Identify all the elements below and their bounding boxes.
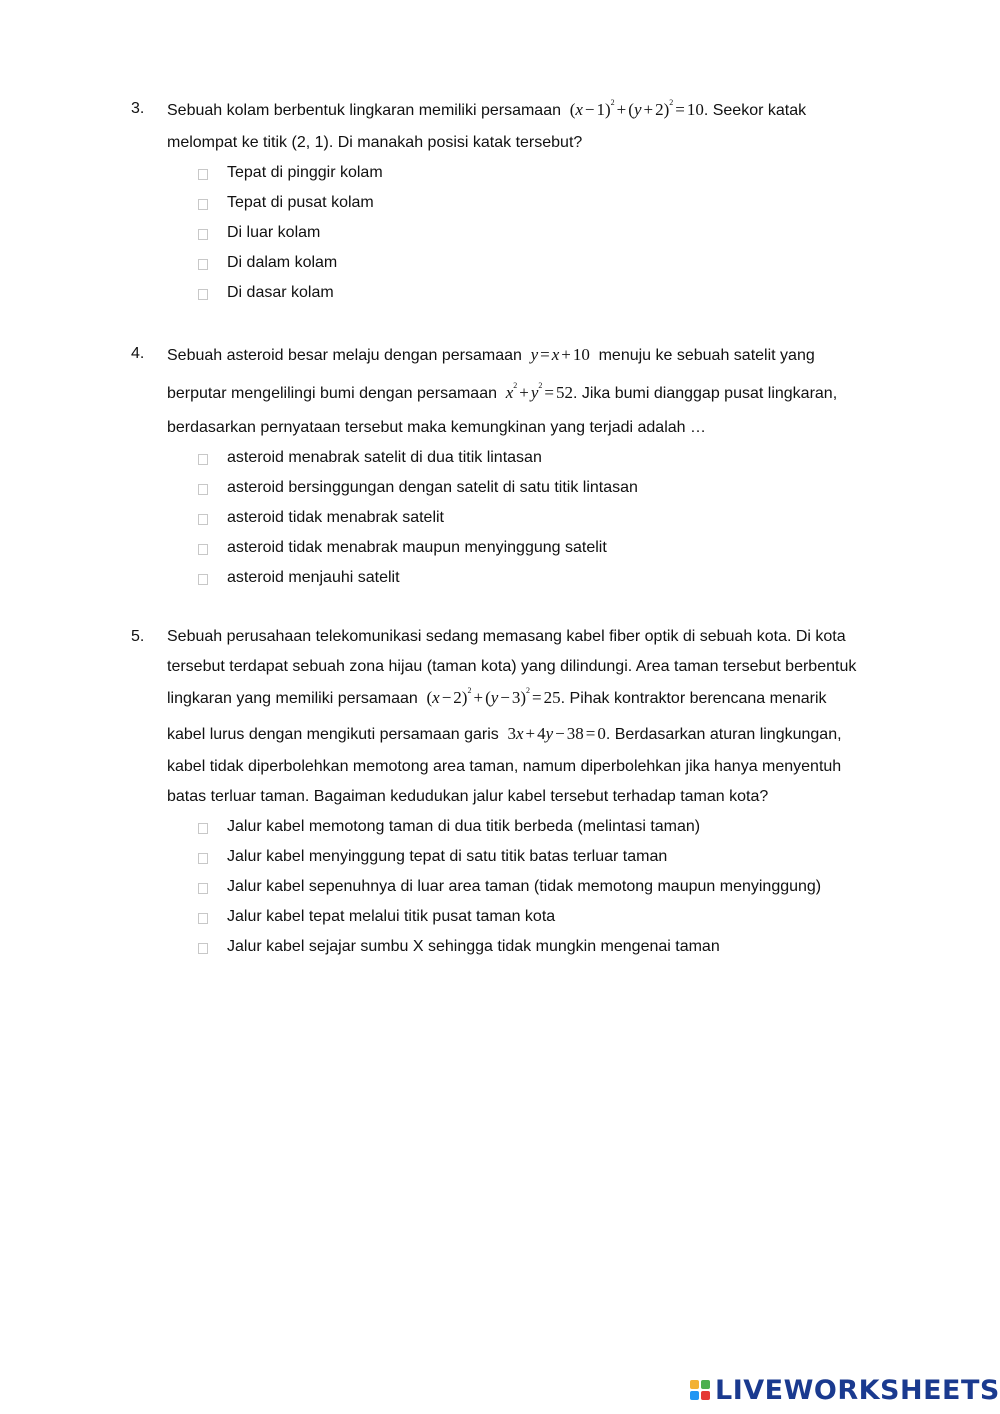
checkbox[interactable] [198,853,208,864]
answer-option[interactable]: Di luar kolam [167,218,907,248]
circle-equation: $x^2 + y^2 = 52$ [505,381,573,402]
line-equation: y = x + 10 [530,345,590,364]
question-text-line: Sebuah perusahaan telekomunikasi sedang memasang kabel fiber optik di sebuah kota. Di kota [167,628,846,645]
answer-option[interactable]: asteroid tidak menabrak satelit [167,503,907,533]
answer-option[interactable]: asteroid tidak menabrak maupun menyinggung satelit [167,533,907,563]
answer-option[interactable]: Jalur kabel memotong taman di dua titik berbeda (melintasi taman) [167,812,907,842]
question-text-line: Sebuah kolam berbentuk lingkaran memiliki persamaan $(x - 1)^2 + (y + 2)^2 = 10$. Seekor katak [167,98,807,119]
checkbox[interactable] [198,574,208,585]
answer-options [167,158,907,308]
checkbox[interactable] [198,229,208,240]
question-text-line: tersebut terdapat sebuah zona hijau (taman kota) yang dilindungi. Area taman tersebut berbentuk [167,658,857,675]
logo-square [690,1391,699,1400]
checkbox[interactable] [198,169,208,180]
checkbox[interactable] [198,544,208,555]
answer-option[interactable]: Jalur kabel sejajar sumbu X sehingga tidak mungkin mengenai taman [167,932,907,962]
logo-square [701,1380,710,1389]
question-text-line: lingkaran yang memiliki persamaan $(x - 2)^2 + (y - 3)^2 = 25$. Pihak kontraktor berencana menarik [167,686,827,707]
checkbox[interactable] [198,199,208,210]
question-number: 4. [131,345,145,362]
answer-options [167,812,907,962]
question-3 [131,100,931,308]
question-text-line: batas terluar taman. Bagaiman kedudukan jalur kabel tersebut terhadap taman kota? [167,788,769,805]
checkbox[interactable] [198,883,208,894]
checkbox[interactable] [198,259,208,270]
logo-text: LIVEWORKSHEETS [715,1374,1000,1406]
question-text-line: melompat ke titik (2, 1). Di manakah posisi katak tersebut? [167,134,583,151]
question-number: 3. [131,100,145,117]
checkbox[interactable] [198,913,208,924]
answer-option[interactable]: asteroid menjauhi satelit [167,563,907,593]
checkbox[interactable] [198,514,208,525]
logo-square [690,1380,699,1389]
checkbox[interactable] [198,484,208,495]
liveworksheets-logo [690,1373,1000,1407]
answer-option[interactable]: Tepat di pinggir kolam [167,158,907,188]
answer-option[interactable]: Di dalam kolam [167,248,907,278]
question-text-line: kabel lurus dengan mengikuti persamaan garis 3x + 4y − 38 = 0. Berdasarkan aturan lingkungan, [167,724,842,743]
circle-equation: $(x - 2)^2 + (y - 3)^2 = 25$ [426,686,561,707]
circle-equation: $(x - 1)^2 + (y + 2)^2 = 10$ [569,98,704,119]
answer-option[interactable]: Tepat di pusat kolam [167,188,907,218]
checkbox[interactable] [198,289,208,300]
answer-option[interactable]: Jalur kabel tepat melalui titik pusat taman kota [167,902,907,932]
checkbox[interactable] [198,454,208,465]
question-5 [131,628,931,962]
question-number: 5. [131,628,145,645]
question-text-line: Sebuah asteroid besar melaju dengan persamaan y = x + 10 menuju ke sebuah satelit yang [167,345,815,364]
question-text-line: berdasarkan pernyataan tersebut maka kemungkinan yang terjadi adalah … [167,419,706,436]
line-equation: 3x + 4y − 38 = 0 [507,724,606,743]
answer-option[interactable]: Di dasar kolam [167,278,907,308]
question-text-line: berputar mengelilingi bumi dengan persamaan $x^2 + y^2 = 52$. Jika bumi dianggap pusat lingkaran, [167,381,838,402]
question-4 [131,345,931,593]
answer-option[interactable]: Jalur kabel sepenuhnya di luar area taman (tidak memotong maupun menyinggung) [167,872,907,902]
question-text-line: kabel tidak diperbolehkan memotong area taman, namum diperbolehkan jika hanya menyentuh [167,758,842,775]
logo-square [701,1391,710,1400]
answer-option[interactable]: asteroid menabrak satelit di dua titik lintasan [167,443,907,473]
answer-options [167,443,907,593]
answer-option[interactable]: Jalur kabel menyinggung tepat di satu titik batas terluar taman [167,842,907,872]
logo-mark-icon [690,1380,710,1400]
answer-option[interactable]: asteroid bersinggungan dengan satelit di satu titik lintasan [167,473,907,503]
checkbox[interactable] [198,943,208,954]
checkbox[interactable] [198,823,208,834]
